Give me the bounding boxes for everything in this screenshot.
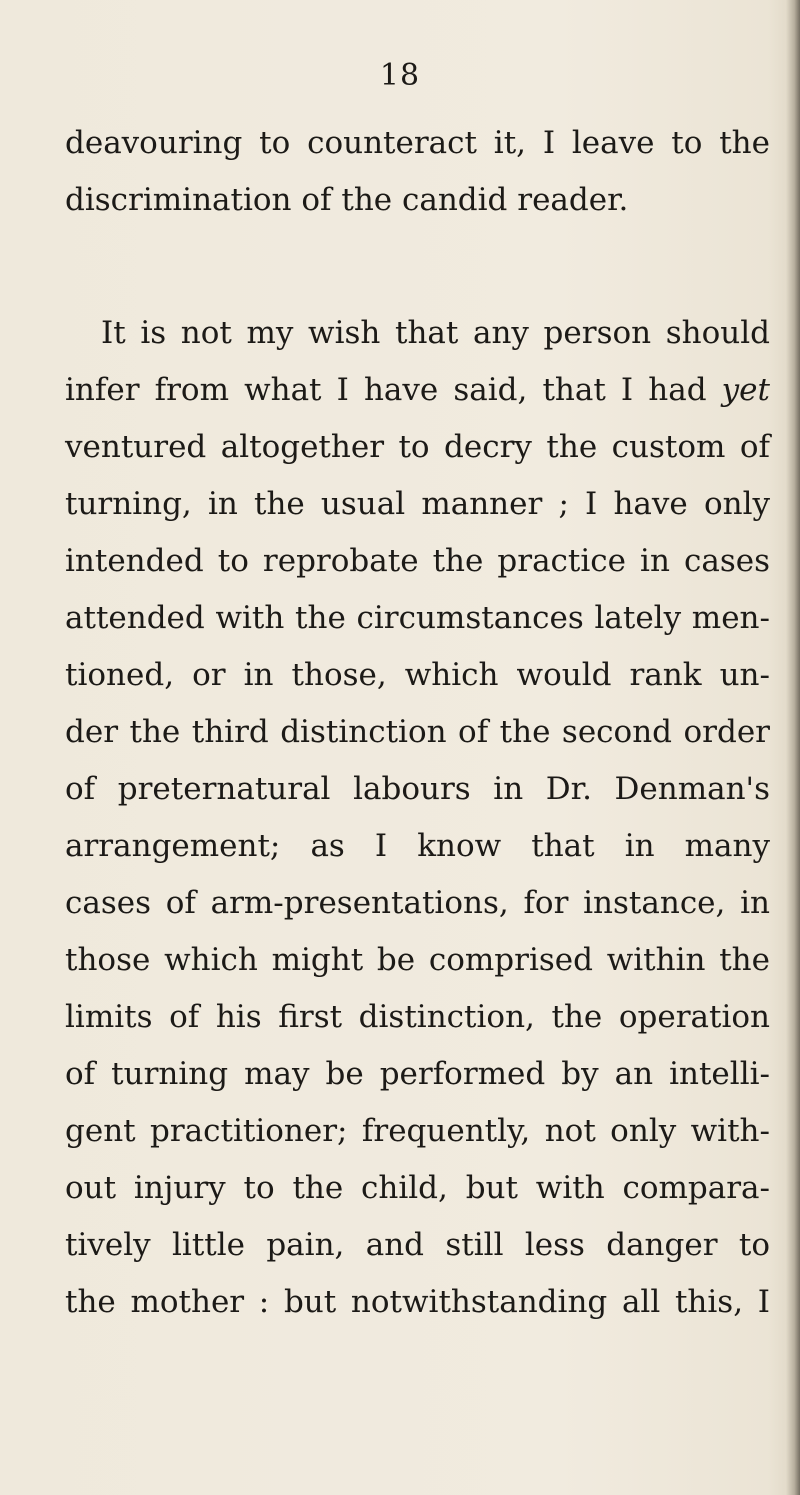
paragraph-main xyxy=(65,305,770,1331)
page-number: 18 xyxy=(379,58,421,93)
page-edge-shadow xyxy=(786,0,800,1495)
text-line: tively little pain, and still less danger to xyxy=(65,1227,770,1263)
italic-word: yet xyxy=(721,372,770,408)
text-line: It is not my wish that any person should xyxy=(101,315,770,351)
text-line: cases of arm-presentations, for instance, in xyxy=(65,885,770,921)
text-line: arrangement; as I know that in many xyxy=(65,828,770,864)
text-line: gent practitioner; frequently, not only with- xyxy=(65,1113,770,1149)
text-line: deavouring to counteract it, I leave to the xyxy=(65,125,770,161)
text-line: out injury to the child, but with compara- xyxy=(65,1170,770,1206)
text-line: those which might be comprised within the xyxy=(65,942,770,978)
text-line: ventured altogether to decry the custom of xyxy=(65,429,770,465)
text-line xyxy=(65,362,770,419)
text-line: limits of his first distinction, the operation xyxy=(65,999,770,1035)
paragraph-continuation xyxy=(65,115,770,229)
text-line: tioned, or in those, which would rank un- xyxy=(65,657,770,693)
text-line: attended with the circumstances lately men- xyxy=(65,600,770,636)
text-span: infer from what I have said, that I had xyxy=(65,372,722,408)
text-line: of preternatural labours in Dr. Denman's xyxy=(65,771,770,807)
text-line: intended to reprobate the practice in cases xyxy=(65,543,770,579)
text-line: the mother : but notwithstanding all this, I xyxy=(65,1284,770,1320)
text-line: of turning may be performed by an intelli- xyxy=(65,1056,770,1092)
text-line: discrimination of the candid reader. xyxy=(65,182,629,218)
text-line: der the third distinction of the second order xyxy=(65,714,770,750)
text-line: turning, in the usual manner ; I have only xyxy=(65,486,770,522)
